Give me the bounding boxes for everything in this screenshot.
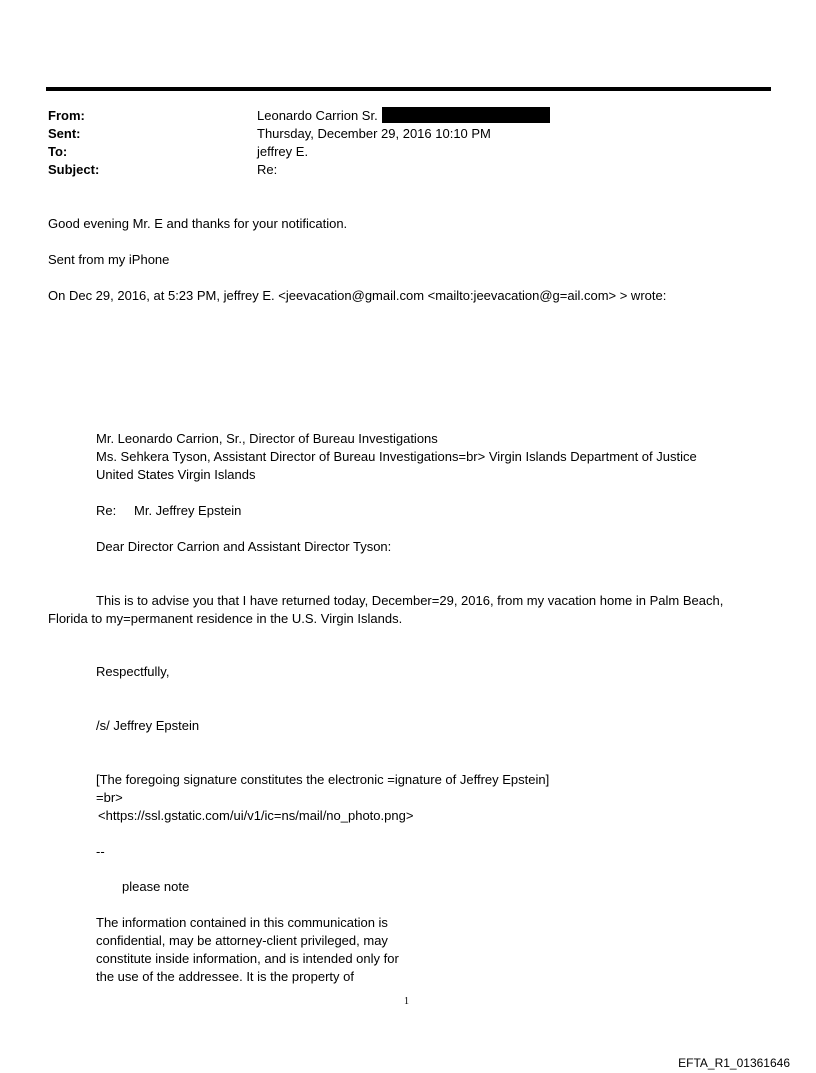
subject-label: Subject: — [48, 162, 100, 177]
sent-from: Sent from my iPhone — [48, 252, 170, 267]
addressee-line-1: Mr. Leonardo Carrion, Sr., Director of Bureau Investigations — [96, 431, 438, 446]
greeting: Good evening Mr. E and thanks for your notification. — [48, 216, 348, 231]
to-label: To: — [48, 144, 68, 159]
from-name: Leonardo Carrion Sr. — [257, 108, 378, 123]
disclaimer-line-2: confidential, may be attorney-client privileged, may — [96, 933, 388, 948]
signature: /s/ Jeffrey Epstein — [96, 718, 200, 733]
photo-link: <https://ssl.gstatic.com/ui/v1/ic=ns/mail/no_photo.png> — [98, 808, 414, 823]
letter-line-1: This is to advise you that I have returned today, December=29, 2016, from my vacation home in Palm Beach, — [96, 593, 724, 608]
letter-line-2: Florida to my=permanent residence in the U.S. Virgin Islands. — [48, 611, 403, 626]
br-code: =br> — [96, 790, 123, 805]
quote-intro: On Dec 29, 2016, at 5:23 PM, jeffrey E. <jeevacation@gmail.com <mailto:jeevacation@g=ail.com> > wrote: — [48, 288, 667, 303]
signature-note: [The foregoing signature constitutes the electronic =ignature of Jeffrey Epstein] — [96, 772, 550, 787]
bates-number: EFTA_R1_01361646 — [678, 1056, 790, 1070]
page-number: 1 — [404, 996, 409, 1007]
from-value — [257, 107, 550, 125]
re-line — [96, 502, 241, 520]
to-value: jeffrey E. — [257, 144, 309, 159]
re-label: Re: — [96, 503, 117, 518]
salutation: Dear Director Carrion and Assistant Director Tyson: — [96, 539, 392, 554]
disclaimer-line-1: The information contained in this communication is — [96, 915, 388, 930]
disclaimer-line-4: the use of the addressee. It is the property of — [96, 969, 354, 984]
redaction-box — [382, 107, 550, 123]
sent-label: Sent: — [48, 126, 81, 141]
please-note: please note — [122, 879, 190, 894]
from-label: From: — [48, 108, 85, 123]
disclaimer-line-3: constitute inside information, and is intended only for — [96, 951, 399, 966]
closing: Respectfully, — [96, 664, 170, 679]
re-value: Mr. Jeffrey Epstein — [134, 503, 242, 518]
subject-value: Re: — [257, 162, 278, 177]
sent-value: Thursday, December 29, 2016 10:10 PM — [257, 126, 491, 141]
header-rule — [46, 87, 771, 91]
addressee-line-2: Ms. Sehkera Tyson, Assistant Director of Bureau Investigations=br> Virgin Islands Department of Justice — [96, 449, 697, 464]
addressee-line-3: United States Virgin Islands — [96, 467, 256, 482]
dashes: -- — [96, 844, 105, 859]
